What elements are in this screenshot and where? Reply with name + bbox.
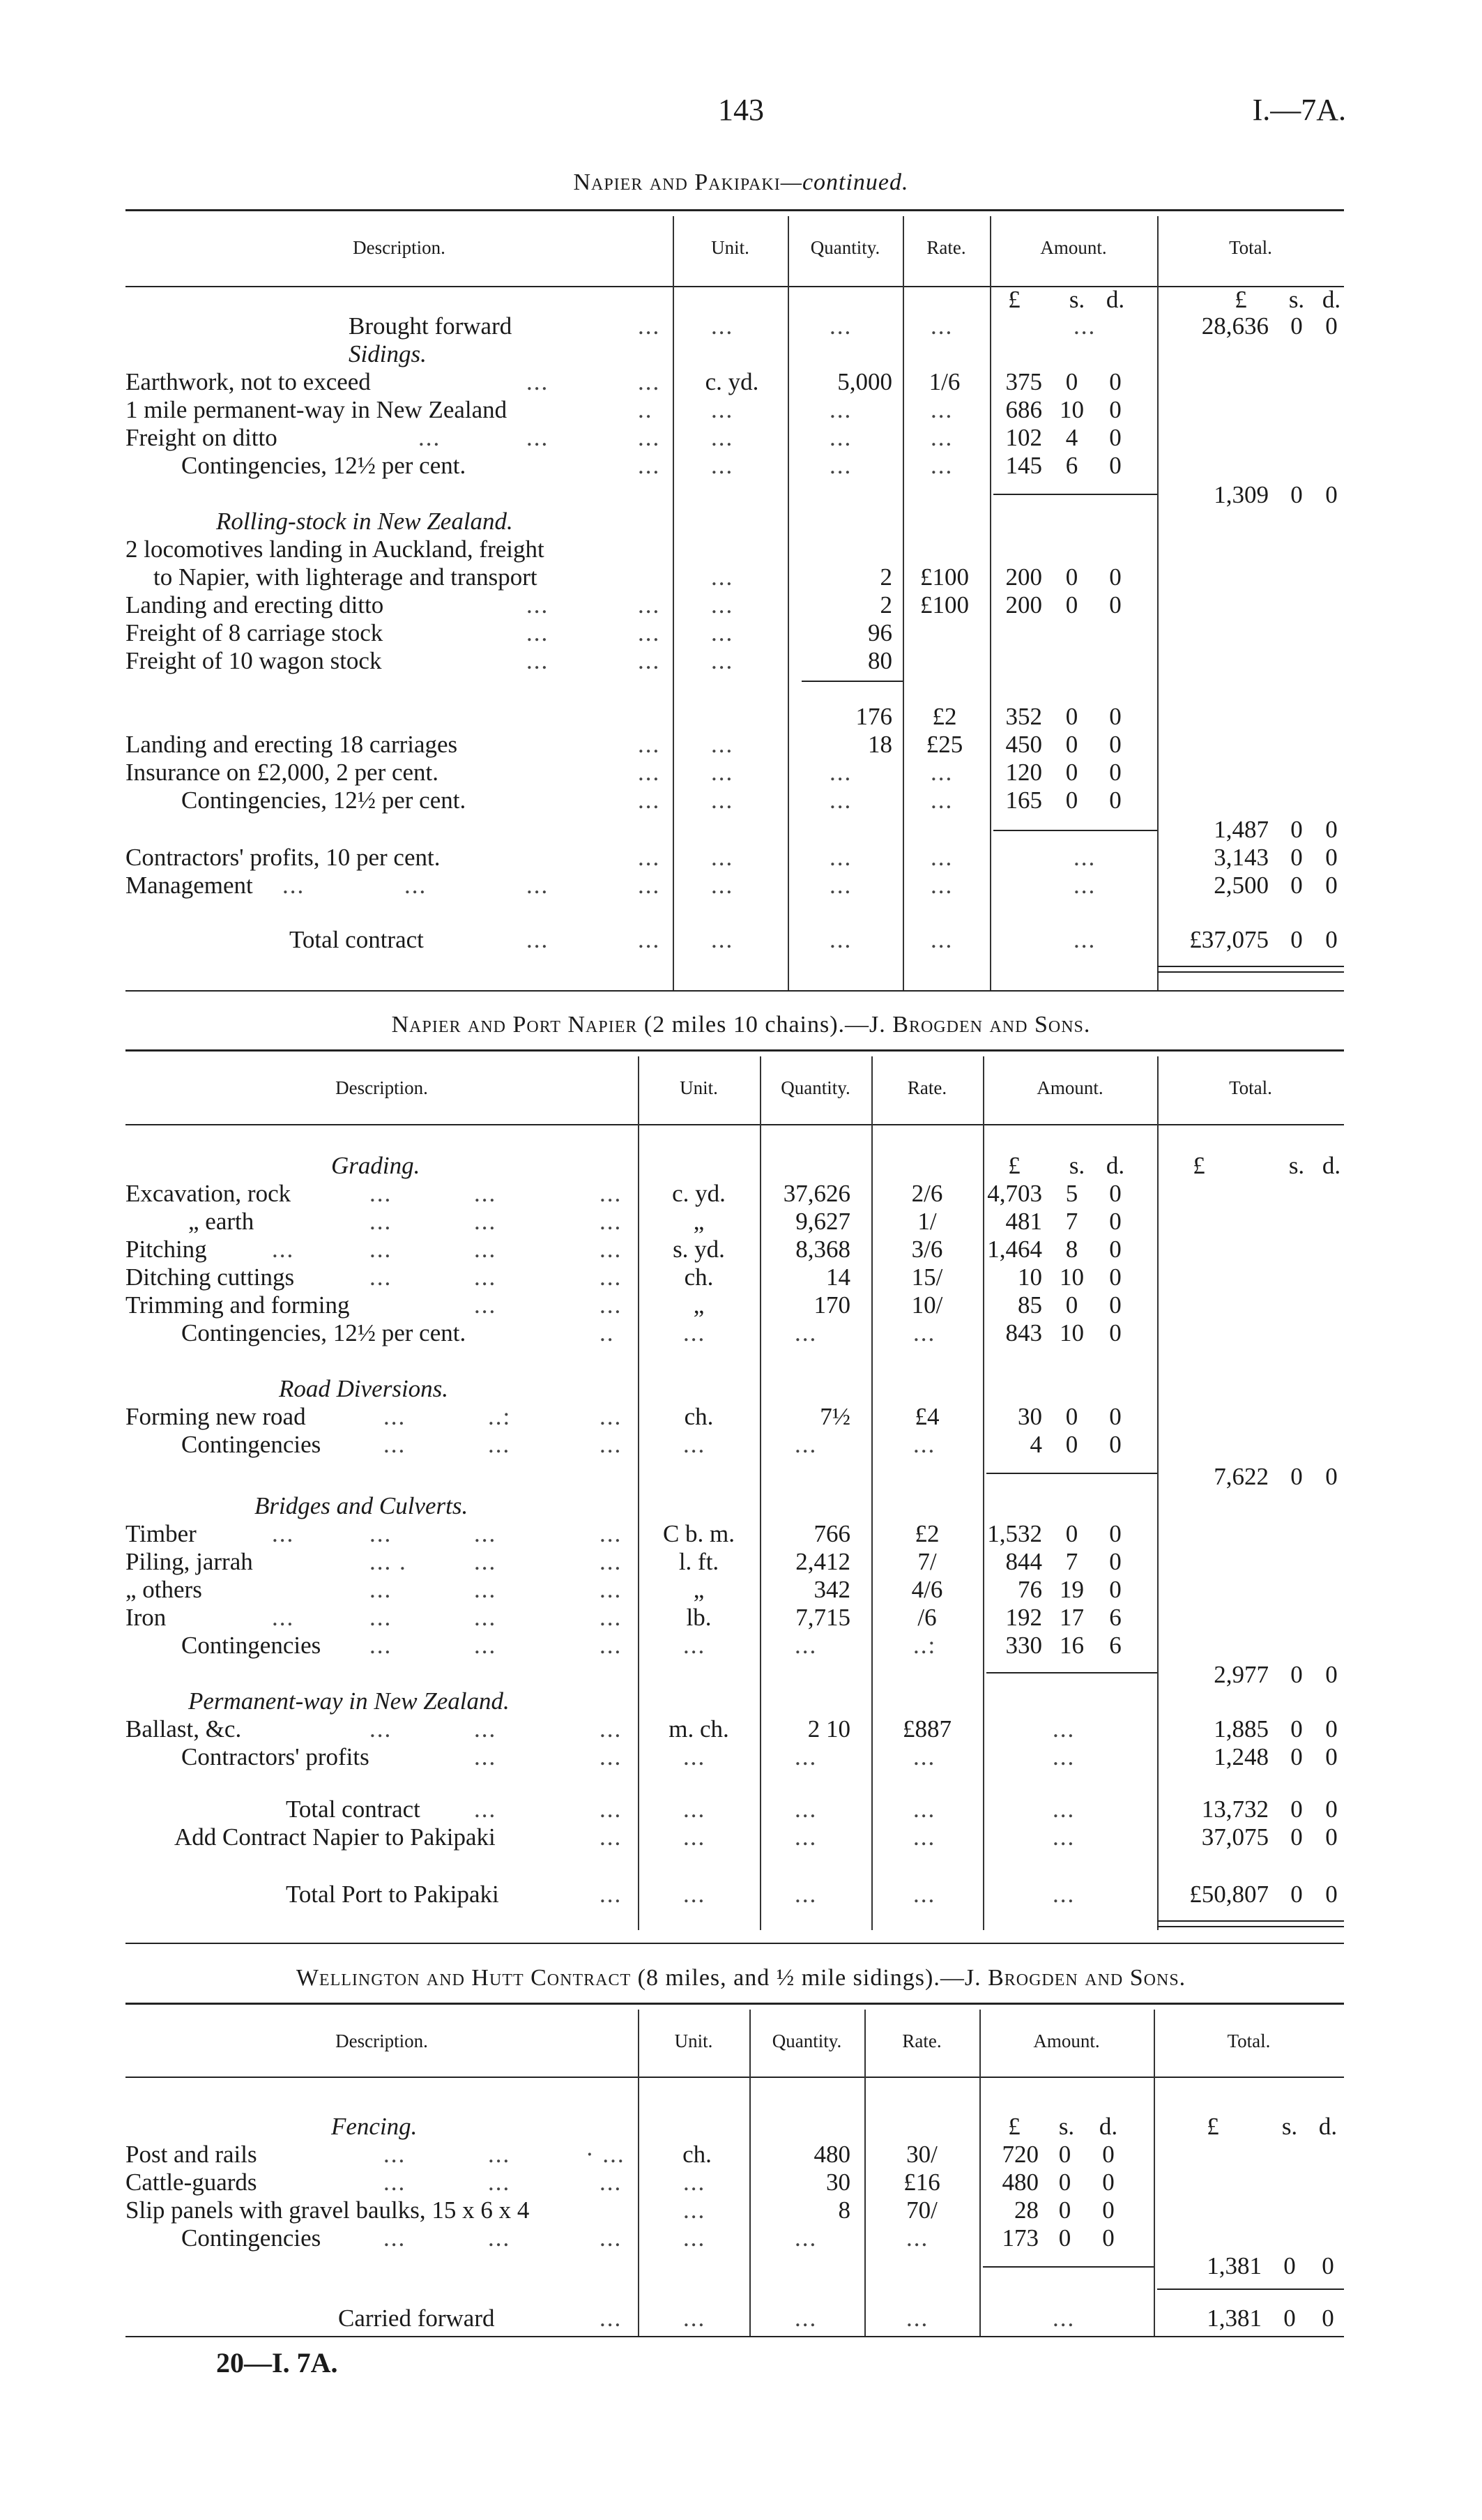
col-total: Total.: [1229, 237, 1272, 258]
table-row: Grading. £ s. d. £ s. d.: [331, 1152, 1341, 1179]
table3-top-rule: [125, 2003, 1344, 2005]
table2-title: Napier and Port Napier (2 miles 10 chains).—J. Brogden and Sons.: [391, 1012, 1091, 1038]
table-row: Earthwork, not to exceed ... ... c. yd. 5,000 1/6 375 0 0: [125, 368, 1122, 395]
document-reference: I.—7A.: [1252, 93, 1346, 127]
table-row: Pitching ... ... ... ... s. yd. 8,368 3/6 1,464 8 0: [125, 1236, 1122, 1263]
page-number: 143: [718, 93, 764, 127]
col-amount: Amount.: [1040, 237, 1107, 258]
table-row: Iron ... ... ... ... lb. 7,715 /6 192 17 6: [125, 1604, 1122, 1631]
page-footer: 20—I. 7A.: [216, 2347, 338, 2378]
table-row: Management ... ... ... ... ... ... ... ... 2,500 0 0: [125, 872, 1338, 899]
table-row: £ s. d. £ s. d.: [1008, 286, 1341, 313]
subtotal-row: 1,309 0 0: [1214, 481, 1338, 508]
col-rate: Rate.: [926, 237, 966, 258]
grand-total-row: Total Port to Pakipaki ... ... ... ... ... £50,807 0 0: [286, 1881, 1338, 1908]
col-unit: Unit.: [711, 237, 749, 258]
table1-top-rule: [125, 209, 1344, 211]
table-row: Landing and erecting 18 carriages ... ... 18 £25 450 0 0: [125, 731, 1122, 758]
table-row: Contingencies, 12½ per cent. ... ... ... ... 165 0 0: [181, 787, 1122, 814]
subtotal-row: 7,622 0 0: [1214, 1463, 1338, 1490]
table-row: Contingencies ... ... ... ... ... ... 173 0 0: [181, 2224, 1115, 2252]
col-quantity: Quantity.: [810, 237, 880, 258]
table-row: „ others ... ... ... „ 342 4/6 76 19 0: [125, 1576, 1122, 1603]
subtotal-row: 1,381 0 0: [1207, 2252, 1334, 2279]
table-row: Brought forward ... ... ... ... ... 28,636 0 0: [349, 312, 1338, 340]
table-row: Excavation, rock ... ... ... c. yd. 37,626 2/6 4,703 5 0: [125, 1180, 1122, 1207]
table-row: Contingencies ... ... ... ... ... ..: 330 16 6: [181, 1632, 1122, 1659]
table-row: Insurance on £2,000, 2 per cent. ... ... ... ... 120 0 0: [125, 759, 1122, 786]
table-row: Post and rails ... ... · ... ch. 480 30/ 720 0 0: [125, 2141, 1115, 2168]
table-row: Ditching cuttings ... ... ... ch. 14 15/ 10 10 0: [125, 1263, 1122, 1291]
table-row: Contractors' profits, 10 per cent. ... ... ... ... ... 3,143 0 0: [125, 844, 1338, 871]
col-description: Description.: [353, 237, 445, 258]
table-row: Fencing. £ s. d. £ s. d.: [331, 2113, 1338, 2140]
table-row: Contractors' profits ... ... ... ... ... ... 1,248 0 0: [181, 1743, 1338, 1770]
table-row: Timber ... ... ... ... C b. m. 766 £2 1,532 0 0: [125, 1520, 1122, 1547]
table-row: Slip panels with gravel baulks, 15 x 6 x 4 ... 8 70/ 28 0 0: [125, 2196, 1115, 2224]
table-row: Contingencies, 12½ per cent. .. ... ... ... 843 10 0: [181, 1319, 1122, 1346]
table-row: to Napier, with lighterage and transport ... 2 £100 200 0 0: [153, 563, 1122, 591]
total-row: Total contract ... ... ... ... ... ... £37,075 0 0: [289, 926, 1338, 953]
table-row: Freight of 10 wagon stock ... ... ... 80: [125, 647, 892, 674]
table-row: 1 mile permanent-way in New Zealand .. ... ... ... 686 10 0: [125, 396, 1122, 423]
table-row: Trimming and forming ... ... „ 170 10/ 85 0 0: [125, 1291, 1122, 1319]
table2-bottom-rule: [125, 1943, 1344, 1944]
table-row: Contingencies ... ... ... ... ... ... 4 0 0: [181, 1431, 1122, 1458]
total-row: Carried forward ... ... ... ... ... 1,381 0 0: [338, 2305, 1334, 2332]
table-row: „ earth ... ... ... „ 9,627 1/ 481 7 0: [188, 1208, 1122, 1235]
table2-header-rule: [125, 1124, 1344, 1125]
table-row: Ballast, &c. ... ... ... m. ch. 2 10 £887 ... 1,885 0 0: [125, 1715, 1338, 1743]
table-row: Forming new road ... ..: ... ch. 7½ £4 30 0 0: [125, 1403, 1122, 1430]
table3-header-rule: [125, 2077, 1344, 2078]
table-row: Piling, jarrah ... . ... ... l. ft. 2,412 7/ 844 7 0: [125, 1548, 1122, 1575]
table3-title: Wellington and Hutt Contract (8 miles, and ½ mile sidings).—J. Brogden and Sons.: [296, 1965, 1186, 1991]
total-row: Total contract ... ... ... ... ... ... 13,732 0 0: [286, 1796, 1338, 1823]
subtotal-row: 1,487 0 0: [1214, 816, 1338, 843]
table2-top-rule: [125, 1049, 1344, 1052]
table-row: Freight on ditto ... ... ... ... ... ... 102 4 0: [125, 424, 1122, 451]
table3-bottom-rule: [125, 2336, 1344, 2337]
total-row: Add Contract Napier to Pakipaki ... ... ... ... ... 37,075 0 0: [174, 1823, 1338, 1851]
table-row: Cattle-guards ... ... ... ... 30 £16 480 0 0: [125, 2169, 1115, 2196]
subtotal-row: 2,977 0 0: [1214, 1661, 1338, 1688]
table-row: Freight of 8 carriage stock ... ... ... 96: [125, 619, 892, 646]
table-row: Contingencies, 12½ per cent. ... ... ... ... 145 6 0: [181, 452, 1122, 479]
table1-title: Napier and Pakipaki—continued.: [573, 169, 909, 195]
table-row: Landing and erecting ditto ... ... ... 2 £100 200 0 0: [125, 591, 1122, 618]
table-row: 176 £2 352 0 0: [855, 703, 1122, 730]
table1-bottom-rule: [125, 990, 1344, 992]
